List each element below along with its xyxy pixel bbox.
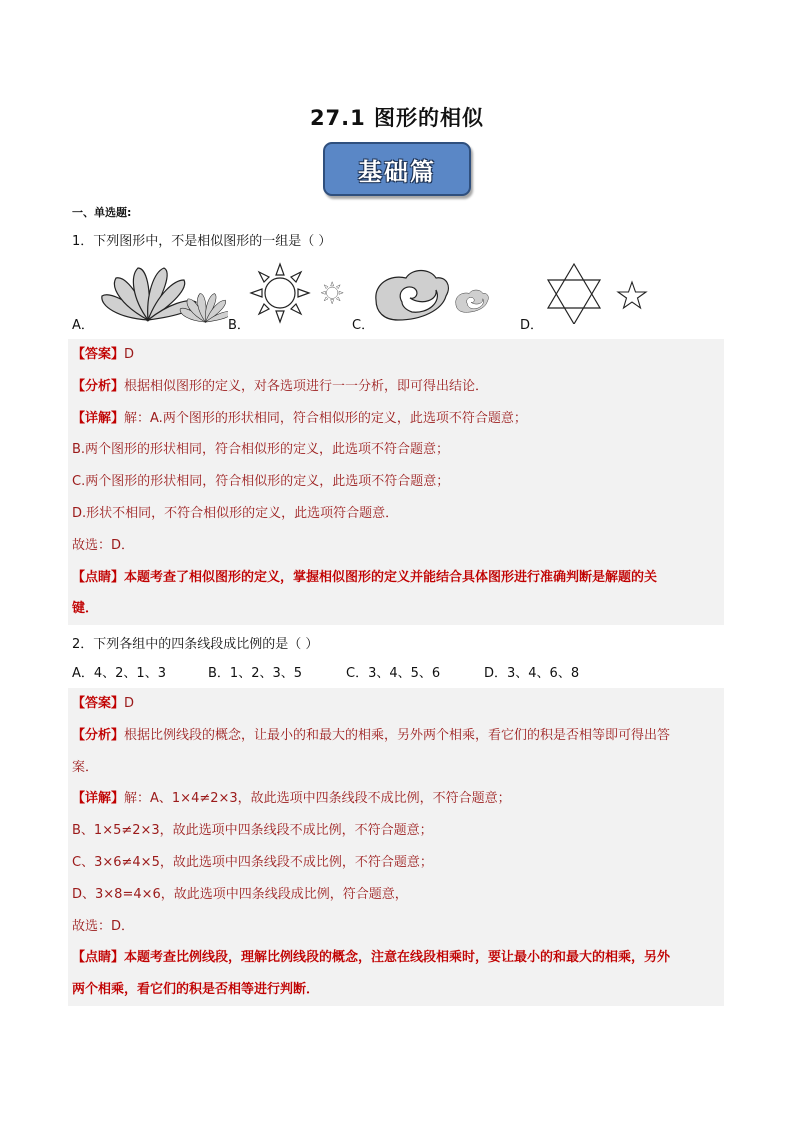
question-1-solution: 【答案】D 【分析】根据相似图形的定义，对各选项进行一一分析，即可得出结论． 【详解】解：A.两个图形的形状相同，符合相似形的定义，此选项不符合题意； B.两个图形的形状相同，符合相似形的定义，此选项不符合题意； C.两个图形的形状相同，符合相似形的定义，此选项不符合题意； D.形状不相同，不符合相似形的定义，此选项符合题意． 故选：D． 【点睛】本题考查了相似图形的定义，掌握相似图形的定义并能结合具体图形进行准确判断是解题的关 键． — [68, 339, 724, 625]
cloud-swirl-icon — [372, 266, 502, 326]
page-title: 27.1 图形的相似 — [309, 106, 485, 130]
question-1-options — [72, 258, 732, 333]
fan-shell-icon — [98, 258, 228, 324]
star-icon — [542, 262, 652, 324]
option-b: B．1、2、3、5 — [208, 666, 303, 681]
question-2-stem: 2．下列各组中的四条线段成比例的是（ ） — [72, 637, 319, 652]
question-1-stem: 1．下列图形中，不是相似图形的一组是（ ） — [72, 234, 332, 249]
sun-icon — [248, 262, 358, 324]
option-c: C．3、4、5、6 — [346, 666, 441, 681]
option-d-label: D． — [520, 318, 544, 333]
option-a: A．4、2、1、3 — [72, 666, 166, 681]
option-b-label: B． — [228, 318, 250, 333]
question-2-solution: 【答案】D 【分析】根据比例线段的概念，让最小的和最大的相乘，另外两个相乘，看它们的积是否相等即可得出答 案． 【详解】解：A、1×4≠2×3，故此选项中四条线段不成比例，不符合题意； B、1×5≠2×3，故此选项中四条线段不成比例，不符合题意； C、3×6≠4×5，故此选项中四条线段不成比例，不符合题意； D、3×8=4×6，故此选项中四条线段成比例，符合题意， 故选：D． 【点睛】本题考查比例线段，理解比例线段的概念，注意在线段相乘时，要让最小的和最大的相乘，另外 两个相乘，看它们的积是否相等进行判断． — [68, 688, 724, 1006]
option-a-label: A． — [72, 318, 94, 333]
option-c-label: C． — [352, 318, 375, 333]
level-badge: 基础篇 — [323, 142, 471, 196]
option-d: D．3、4、6、8 — [484, 666, 580, 681]
section-heading: 一、单选题: — [72, 206, 132, 219]
